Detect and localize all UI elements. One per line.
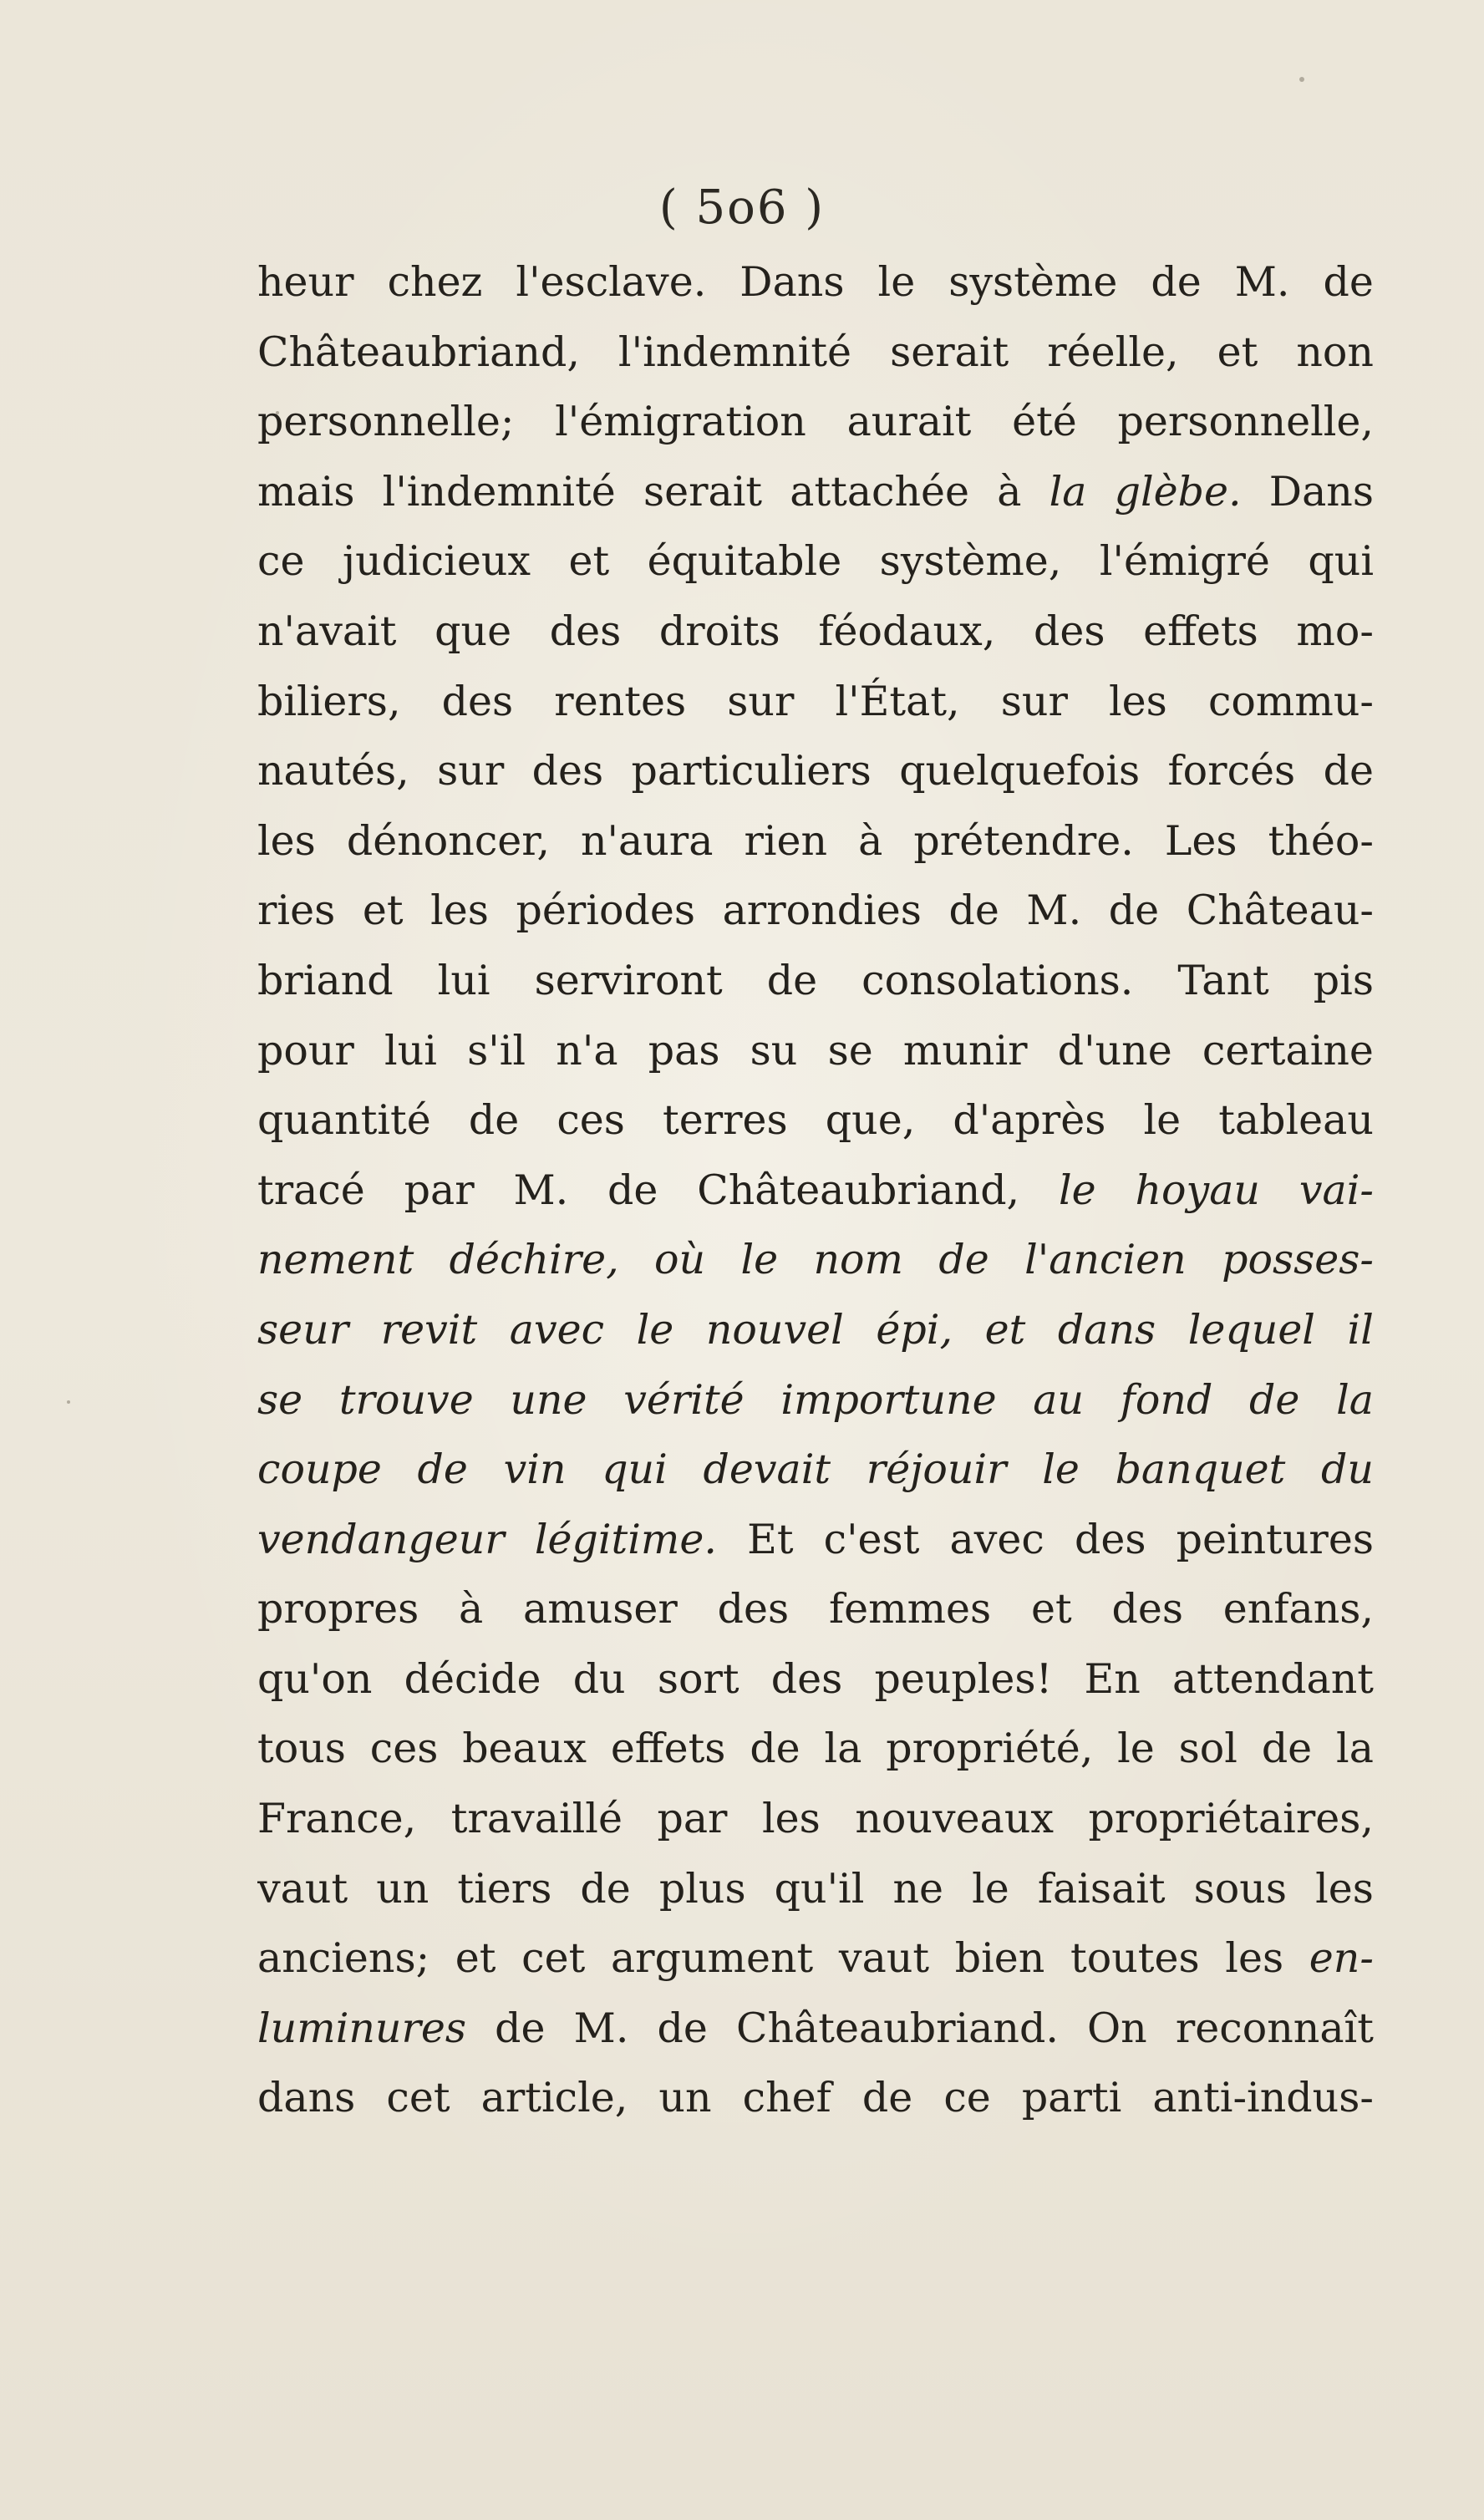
word: sur — [1000, 677, 1068, 725]
word: théo- — [1268, 816, 1374, 865]
italic-word: revit — [380, 1305, 478, 1354]
word: qu'il — [774, 1864, 865, 1913]
text-line — [257, 387, 1374, 457]
italic-word: banquet — [1115, 1445, 1286, 1494]
italic-word: trouve — [338, 1375, 474, 1424]
word: rentes — [554, 677, 687, 725]
word: ce — [257, 537, 305, 586]
word: parti — [1021, 2074, 1122, 2122]
word: les — [430, 887, 489, 935]
italic-word: épi, — [876, 1305, 953, 1354]
word: reconnaît — [1175, 2004, 1374, 2052]
body-text — [257, 247, 1374, 2133]
word: quelquefois — [899, 747, 1141, 795]
word: la — [824, 1725, 862, 1773]
word: le — [877, 258, 916, 306]
word: argument — [610, 1934, 814, 1983]
word: Dans — [739, 258, 845, 306]
word: l'indemnité — [382, 467, 616, 516]
word: le — [1117, 1725, 1155, 1773]
word: serait — [643, 467, 763, 516]
word: de — [1108, 887, 1160, 935]
word: dans — [257, 2074, 356, 2122]
text-line — [257, 806, 1374, 876]
word: la — [1336, 1725, 1374, 1773]
word: vaut — [838, 1934, 930, 1983]
text-line — [257, 247, 1374, 318]
word: de — [1261, 1725, 1313, 1773]
word: de — [495, 2004, 546, 2052]
text-line — [257, 1225, 1374, 1295]
word: les — [1225, 1934, 1284, 1983]
italic-word: avec — [509, 1305, 605, 1354]
word: des — [717, 1585, 790, 1633]
word: personnelle; — [257, 398, 515, 446]
word: ces — [369, 1725, 439, 1773]
text-line — [257, 736, 1374, 806]
word: de — [1323, 747, 1374, 795]
text-line — [257, 1854, 1374, 1924]
word: Châteaubriand, — [697, 1166, 1020, 1214]
word: nouveaux — [855, 1795, 1055, 1843]
text-line — [257, 1365, 1374, 1435]
text-line — [257, 526, 1374, 597]
italic-word: hoyau — [1135, 1166, 1260, 1214]
word: cet — [521, 1934, 586, 1983]
word: de — [468, 1096, 520, 1145]
word: ne — [892, 1864, 944, 1913]
italic-word: posses- — [1222, 1236, 1374, 1284]
word: lui — [384, 1026, 437, 1075]
word: des — [441, 677, 514, 725]
word: de — [750, 1725, 800, 1773]
word: qu'on — [257, 1654, 373, 1703]
text-line — [257, 2063, 1374, 2133]
word: effets — [610, 1725, 726, 1773]
word: Dans — [1268, 467, 1374, 516]
word: pour — [257, 1026, 354, 1075]
word: de — [1151, 258, 1202, 306]
word: certaine — [1202, 1026, 1374, 1075]
word: des — [549, 607, 622, 655]
word: l'émigré — [1099, 537, 1270, 586]
word: des — [1033, 607, 1105, 655]
word: chef — [742, 2074, 831, 2122]
text-line — [257, 1784, 1374, 1854]
word: de — [766, 956, 818, 1004]
italic-word: lequel — [1187, 1305, 1315, 1354]
word: à — [459, 1585, 484, 1633]
text-line — [257, 1085, 1374, 1156]
word: d'après — [953, 1096, 1106, 1145]
word: Et — [747, 1515, 794, 1563]
word: que — [435, 607, 512, 655]
italic-word: la — [1336, 1375, 1374, 1424]
word: toutes — [1070, 1934, 1200, 1983]
word: l'État, — [835, 677, 960, 725]
word: chez — [387, 258, 483, 306]
word: s'il — [467, 1026, 526, 1075]
italic-word: de — [1249, 1375, 1300, 1424]
italic-word: vin — [503, 1445, 567, 1494]
word: Château- — [1186, 887, 1374, 935]
word: tableau — [1218, 1096, 1374, 1145]
word: féodaux, — [818, 607, 996, 655]
word: lui — [437, 956, 490, 1004]
word: commu- — [1207, 677, 1374, 725]
word: droits — [658, 607, 780, 655]
word: de — [948, 887, 999, 935]
text-line — [257, 1505, 1374, 1575]
word: rien — [744, 816, 828, 865]
word: forcés — [1167, 747, 1296, 795]
word: quantité — [257, 1096, 431, 1145]
word: avec — [949, 1515, 1044, 1563]
italic-word: et — [984, 1305, 1026, 1354]
word: femmes — [828, 1585, 992, 1633]
text-line — [257, 876, 1374, 946]
word: propres — [257, 1585, 419, 1633]
text-line — [257, 1435, 1374, 1505]
text-line — [257, 1994, 1374, 2064]
word: personnelle, — [1117, 398, 1374, 446]
italic-word: glèbe. — [1114, 467, 1242, 516]
word: pis — [1313, 956, 1374, 1004]
word: M. — [1026, 887, 1082, 935]
word: l'esclave. — [516, 258, 707, 306]
word: anti-indus- — [1152, 2074, 1374, 2122]
paper-speck — [67, 1400, 70, 1404]
word: prétendre. — [913, 816, 1134, 865]
word: briand — [257, 956, 394, 1004]
word: particuliers — [631, 747, 872, 795]
word: attachée — [790, 467, 970, 516]
word: qui — [1308, 537, 1374, 586]
italic-word: de — [938, 1236, 989, 1284]
word: tous — [257, 1725, 346, 1773]
word: c'est — [823, 1515, 920, 1563]
word: des — [770, 1654, 843, 1703]
word: à — [997, 467, 1022, 516]
text-line — [257, 1574, 1374, 1644]
word: En — [1084, 1654, 1141, 1703]
word: consolations. — [861, 956, 1134, 1004]
word: par — [404, 1166, 475, 1214]
word: des — [1111, 1585, 1183, 1633]
word: n'avait — [257, 607, 397, 655]
word: beaux — [462, 1725, 587, 1773]
word: anciens; — [257, 1934, 430, 1983]
italic-word: l'ancien — [1024, 1236, 1187, 1284]
word: système, — [879, 537, 1062, 586]
word: le — [1143, 1096, 1182, 1145]
word: terres — [663, 1096, 788, 1145]
italic-word: où — [654, 1236, 706, 1284]
text-line — [257, 1295, 1374, 1365]
italic-word: réjouir — [866, 1445, 1007, 1494]
text-line — [257, 1156, 1374, 1226]
word: pas — [648, 1026, 720, 1075]
word: un — [376, 1864, 429, 1913]
italic-word: se — [257, 1375, 303, 1424]
word: effets — [1143, 607, 1258, 655]
paper-speck — [1299, 77, 1304, 82]
word: décide — [404, 1654, 541, 1703]
italic-word: une — [510, 1375, 587, 1424]
word: tiers — [457, 1864, 552, 1913]
word: aurait — [846, 398, 972, 446]
word: de — [657, 2004, 708, 2052]
word: à — [858, 816, 883, 865]
word: sur — [437, 747, 505, 795]
word: su — [750, 1026, 798, 1075]
text-line — [257, 946, 1374, 1016]
word: peuples! — [874, 1654, 1053, 1703]
word: sous — [1193, 1864, 1287, 1913]
word: judicieux — [342, 537, 531, 586]
italic-word: nement — [257, 1236, 414, 1284]
word: système — [948, 258, 1118, 306]
word: travaillé — [450, 1795, 623, 1843]
italic-word: nouvel — [705, 1305, 844, 1354]
word: Tant — [1177, 956, 1269, 1004]
word: peintures — [1176, 1515, 1374, 1563]
italic-word: dans — [1057, 1305, 1156, 1354]
word: d'une — [1057, 1026, 1172, 1075]
word: mais — [257, 467, 355, 516]
word: été — [1012, 398, 1077, 446]
word: M. — [573, 2004, 629, 2052]
italic-word: au — [1033, 1375, 1085, 1424]
word: l'indemnité — [617, 328, 852, 376]
italic-word: le — [740, 1236, 779, 1284]
word: enfans, — [1222, 1585, 1374, 1633]
text-line — [257, 667, 1374, 737]
word: l'émigration — [555, 398, 806, 446]
word: nautés, — [257, 747, 409, 795]
word: non — [1296, 328, 1374, 376]
word: du — [572, 1654, 626, 1703]
word: On — [1087, 2004, 1147, 2052]
italic-word: qui — [602, 1445, 668, 1494]
word: sol — [1178, 1725, 1238, 1773]
italic-word: le — [1058, 1166, 1096, 1214]
word: de — [1323, 258, 1374, 306]
italic-word: importune — [780, 1375, 997, 1424]
word: ries — [257, 887, 336, 935]
word: Châteaubriand. — [736, 2004, 1059, 2052]
word: et — [362, 887, 404, 935]
word: munir — [902, 1026, 1028, 1075]
text-line — [257, 457, 1374, 527]
italic-word: le — [636, 1305, 674, 1354]
word: serait — [890, 328, 1009, 376]
word: les — [761, 1795, 821, 1843]
word: tracé — [257, 1166, 365, 1214]
word: ce — [943, 2074, 991, 2122]
word: de — [861, 2074, 913, 2122]
word: de — [607, 1166, 658, 1214]
italic-word: fond — [1120, 1375, 1213, 1424]
word: biliers, — [257, 677, 401, 725]
italic-word: luminures — [257, 2004, 467, 2052]
word: plus — [658, 1864, 746, 1913]
word: mo- — [1296, 607, 1374, 655]
word: faisait — [1037, 1864, 1166, 1913]
word: bien — [954, 1934, 1045, 1983]
word: cet — [386, 2074, 450, 2122]
word: vaut — [257, 1864, 348, 1913]
text-line — [257, 1644, 1374, 1715]
text-line — [257, 318, 1374, 388]
italic-word: vai- — [1298, 1166, 1374, 1214]
italic-word: légitime. — [534, 1515, 717, 1563]
word: équitable — [647, 537, 842, 586]
text-line — [257, 1923, 1374, 1994]
word: serviront — [534, 956, 723, 1004]
word: attendant — [1171, 1654, 1374, 1703]
italic-word: coupe — [257, 1445, 382, 1494]
word: un — [658, 2074, 712, 2122]
word: heur — [257, 258, 354, 306]
word: sur — [727, 677, 795, 725]
word: et — [1030, 1585, 1072, 1633]
word: arrondies — [722, 887, 922, 935]
word: propriété, — [886, 1725, 1094, 1773]
italic-word: vérité — [623, 1375, 745, 1424]
word: des — [1074, 1515, 1146, 1563]
italic-word: seur — [257, 1305, 349, 1354]
text-line — [257, 1016, 1374, 1086]
word: et — [455, 1934, 496, 1983]
word: réelle, — [1047, 328, 1179, 376]
italic-word: du — [1321, 1445, 1374, 1494]
word: ces — [556, 1096, 625, 1145]
word: sort — [657, 1654, 739, 1703]
word: se — [827, 1026, 873, 1075]
word: que, — [825, 1096, 916, 1145]
page-number: ( 5o6 ) — [658, 180, 826, 235]
word: propriétaires, — [1088, 1795, 1374, 1843]
word: le — [972, 1864, 1009, 1913]
word: de — [580, 1864, 631, 1913]
word: M. — [513, 1166, 569, 1214]
italic-word: la — [1049, 467, 1087, 516]
italic-word: en- — [1309, 1934, 1374, 1983]
word: n'aura — [580, 816, 714, 865]
italic-word: il — [1347, 1305, 1374, 1354]
word: amuser — [523, 1585, 678, 1633]
word: France, — [257, 1795, 417, 1843]
word: article, — [480, 2074, 628, 2122]
word: les — [1315, 1864, 1374, 1913]
text-line — [257, 597, 1374, 667]
italic-word: vendangeur — [257, 1515, 505, 1563]
word: périodes — [516, 887, 695, 935]
word: et — [568, 537, 610, 586]
word: et — [1217, 328, 1258, 376]
word: par — [657, 1795, 728, 1843]
italic-word: devait — [703, 1445, 831, 1494]
text-line — [257, 1714, 1374, 1784]
word: des — [531, 747, 604, 795]
word: n'a — [556, 1026, 618, 1075]
italic-word: le — [1042, 1445, 1080, 1494]
word: les — [257, 816, 316, 865]
italic-word: déchire, — [449, 1236, 619, 1284]
italic-word: de — [417, 1445, 468, 1494]
word: M. — [1234, 258, 1290, 306]
word: Châteaubriand, — [257, 328, 580, 376]
word: Les — [1164, 816, 1238, 865]
italic-word: nom — [813, 1236, 904, 1284]
word: dénoncer, — [346, 816, 550, 865]
word: les — [1109, 677, 1167, 725]
